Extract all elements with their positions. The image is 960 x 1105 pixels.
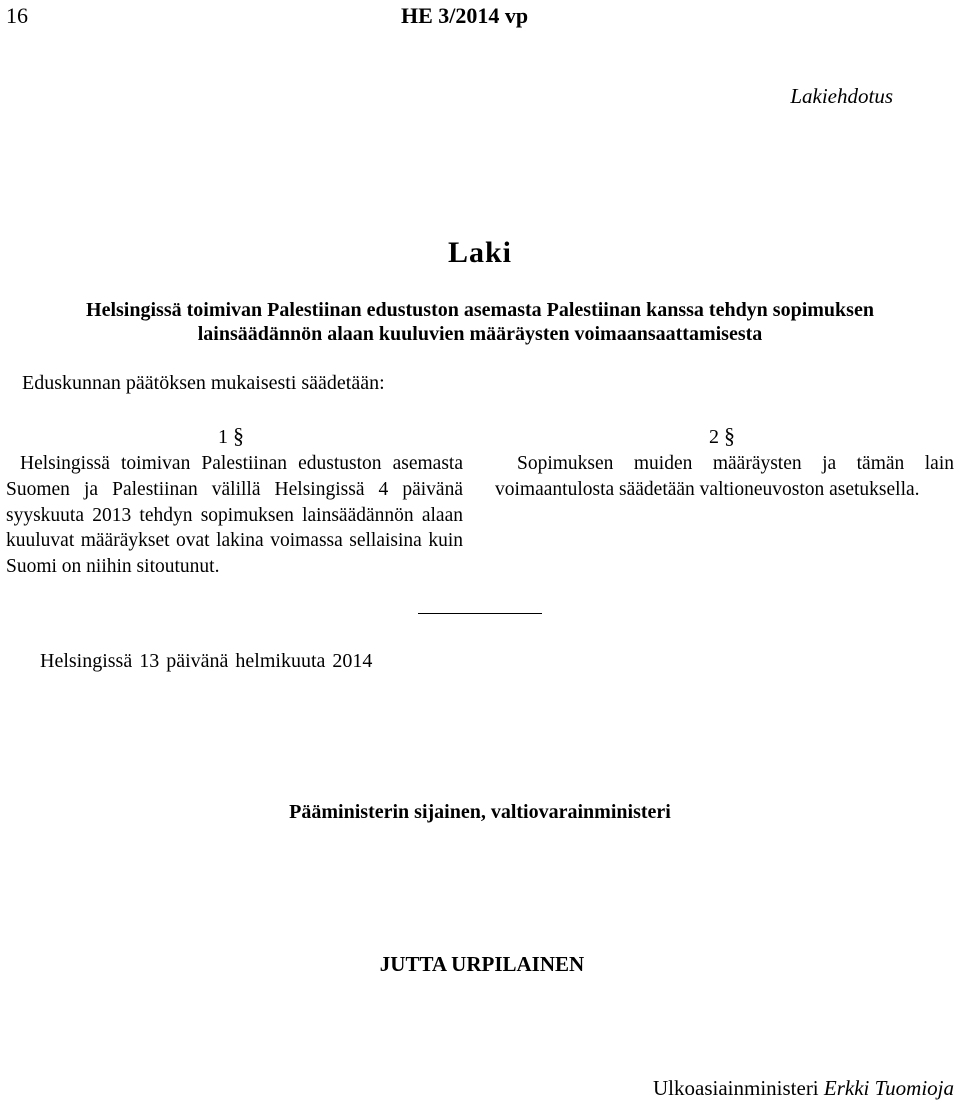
- law-subtitle-line-2: lainsäädännön alaan kuuluvien määräysten voimaansaattamisesta: [197, 323, 763, 345]
- document-type: Lakiehdotus: [790, 84, 893, 108]
- cosigner-name: Erkki Tuomioja: [823, 1076, 954, 1100]
- signer-title: Pääministerin sijainen, valtiovarainministeri: [289, 801, 671, 823]
- section-1-text: Helsingissä toimivan Palestiinan edustuston asemasta Suomen ja Palestiinan välillä Helsingissä 4 päivänä syyskuuta 2013 tehdyn sopimuksen lainsäädännön alaan kuuluvat määräykset ovat lakina voimassa sellaisina kuin Suomi on niihin sitoutunut.: [6, 453, 463, 578]
- section-1-heading: [218, 423, 244, 449]
- section-2-heading: [709, 423, 735, 449]
- document-id: HE 3/2014 vp: [401, 3, 529, 28]
- law-subtitle-line-1: Helsingissä toimivan Palestiinan edustuston asemasta Palestiinan kanssa tehdyn sopimuksen: [86, 299, 874, 321]
- signing-place-date: Helsingissä 13 päivänä helmikuuta 2014: [40, 650, 373, 672]
- cosigner: [653, 1076, 954, 1101]
- section-2-text: Sopimuksen muiden määräysten ja tämän lain voimaantulosta säädetään valtioneuvoston asetuksella.: [495, 453, 954, 500]
- law-subtitle: [0, 298, 960, 346]
- cosigner-title: Ulkoasiainministeri: [653, 1076, 819, 1100]
- signer-name: JUTTA URPILAINEN: [379, 952, 585, 976]
- section-2-number: 2: [709, 426, 719, 448]
- law-title: Laki: [447, 236, 513, 269]
- section-1-number: 1: [218, 426, 228, 448]
- enactment-clause: Eduskunnan päätöksen mukaisesti säädetään:: [22, 372, 385, 394]
- end-of-law-rule: [418, 613, 542, 614]
- section-symbol: §: [233, 423, 244, 448]
- page-number: 16: [6, 3, 28, 28]
- section-symbol: §: [724, 423, 735, 448]
